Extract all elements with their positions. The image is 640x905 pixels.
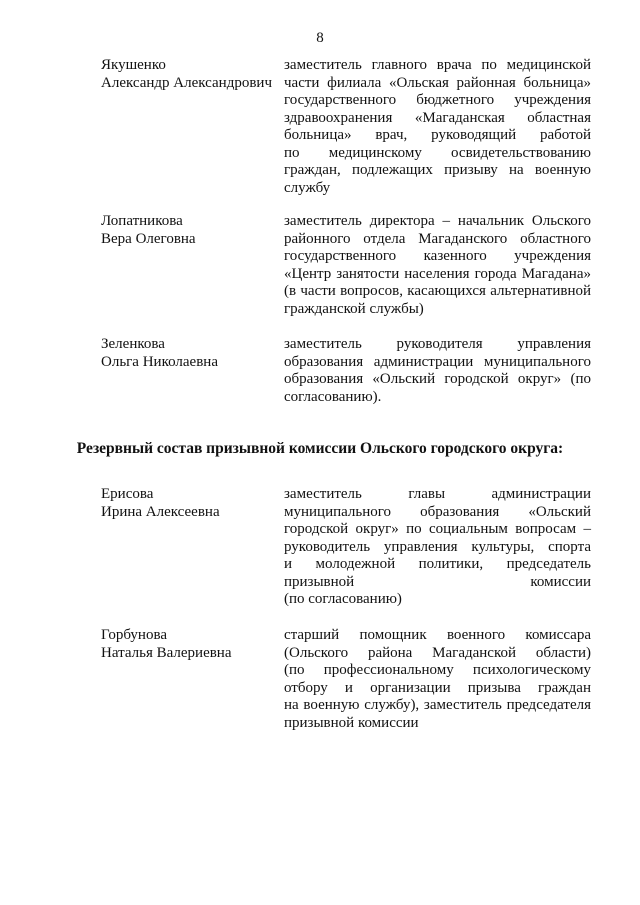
member-position [284, 486, 591, 609]
member-name [101, 336, 281, 371]
member-surname: Якушенко [101, 57, 166, 73]
position-line: здравоохранения «Магаданская областная [284, 109, 591, 126]
member-name [101, 57, 281, 92]
position-line: заместитель главы администрации [284, 486, 591, 502]
member-position [284, 336, 591, 406]
position-line: районного отдела Магаданского областного [284, 230, 591, 247]
position-line: по медицинскому освидетельствованию [284, 144, 591, 161]
member-given-names: Вера Олеговна [101, 230, 196, 247]
member-given-names: Ирина Алексеевна [101, 503, 220, 520]
position-line: на военную службу), заместитель председателя [284, 697, 591, 713]
position-line: граждан, подлежащих призыву на военную [284, 162, 591, 178]
member-given-names: Александр Александрович [101, 74, 272, 91]
position-line: (Ольского района Магаданской области) [284, 644, 591, 661]
member-given-names: Наталья Валериевна [101, 644, 232, 661]
position-line: службу [284, 179, 331, 196]
member-surname: Лопатникова [101, 213, 183, 229]
position-line: гражданской службы) [284, 300, 424, 317]
position-line: заместитель директора – начальник Ольского [284, 213, 591, 229]
position-line: призывной комиссии [284, 573, 591, 590]
member-name [101, 627, 281, 662]
member-name [101, 213, 281, 248]
member-position [284, 627, 591, 732]
position-line: «Центр занятости населения города Магадана» [284, 265, 591, 282]
position-line: призывной комиссии [284, 714, 419, 731]
position-line: заместитель главного врача по медицинской [284, 57, 591, 73]
position-line: (в части вопросов, касающихся альтернативной [284, 283, 591, 299]
member-surname: Горбунова [101, 627, 167, 643]
position-line: государственного бюджетного учреждения [284, 92, 591, 108]
member-position [284, 57, 591, 197]
member-name [101, 486, 281, 521]
position-line: больница» врач, руководящий работой [284, 127, 591, 143]
position-line: образования администрации муниципального [284, 353, 591, 370]
member-position [284, 213, 591, 318]
position-line: руководитель управления культуры, спорта [284, 538, 591, 555]
member-given-names: Ольга Николаевна [101, 353, 218, 370]
member-surname: Зеленкова [101, 336, 165, 352]
page-number: 8 [316, 30, 324, 46]
member-surname: Ерисова [101, 486, 154, 502]
reserve-heading: Резервный состав призывной комиссии Ольского городского округа: [76, 440, 564, 457]
position-line: заместитель руководителя управления [284, 336, 591, 352]
position-line: муниципального образования «Ольский [284, 503, 591, 520]
position-line: части филиала «Ольская районная больница» [284, 74, 591, 91]
position-line: (по согласованию) [284, 591, 402, 607]
position-line: (по профессиональному психологическому [284, 662, 591, 678]
position-line: старший помощник военного комиссара [284, 627, 591, 643]
position-line: городской округ» по социальным вопросам – [284, 521, 591, 537]
position-line: образования «Ольский городской округ» (по [284, 371, 591, 387]
position-line: отбору и организации призыва граждан [284, 679, 591, 696]
position-line: и молодежной политики, председатель [284, 556, 591, 572]
position-line: согласованию). [284, 388, 382, 405]
position-line: государственного казенного учреждения [284, 248, 591, 264]
